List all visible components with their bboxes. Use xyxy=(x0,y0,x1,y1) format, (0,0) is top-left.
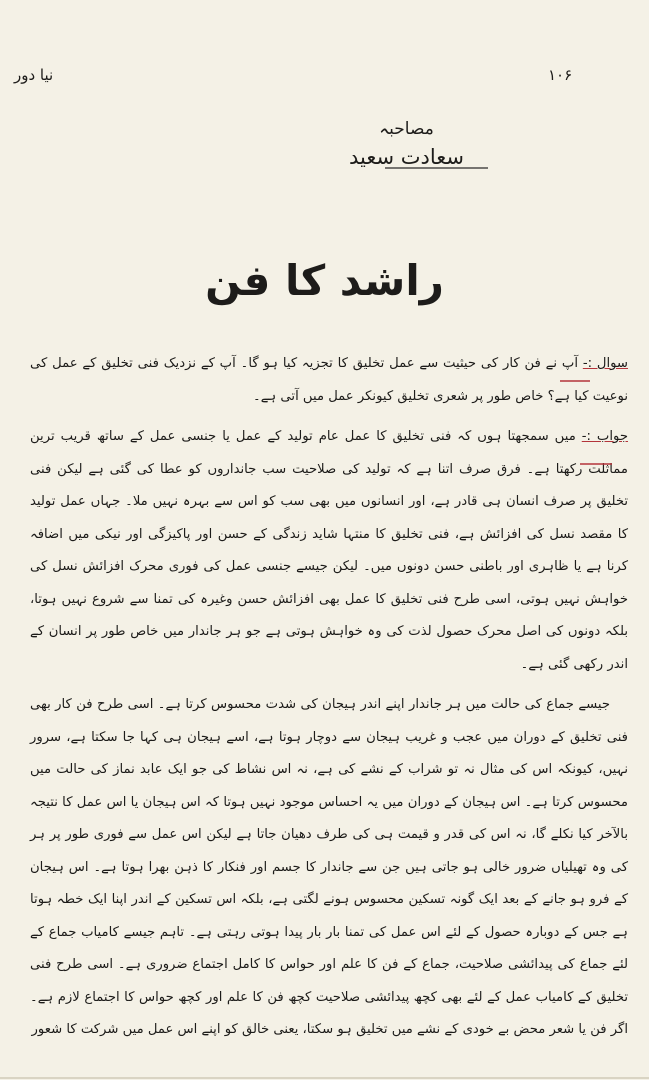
running-header-journal: نیا دور xyxy=(14,66,54,84)
interviewer-name: سعادت سعید xyxy=(348,145,464,169)
answer-paragraph xyxy=(30,421,628,681)
question-label: سوال :- xyxy=(582,356,628,371)
answer-label: جواب :- xyxy=(581,429,628,444)
question-text: آپ نے فن کار کی حیثیت سے عمل تخلیق کا تجزیہ کیا ہو گا۔ آپ کے نزدیک فنی تخلیق کے عمل کی نوعیت کیا ہے؟ خاص طور پر شعری تخلیق کیونکر عمل میں آتی ہے۔ xyxy=(30,356,628,404)
interview-role-label: مصاحبہ xyxy=(379,119,434,139)
answer-text: میں سمجھتا ہوں کہ فنی تخلیق کا عمل عام تولید کے عمل یا جنسی عمل کے ساتھ قریب ترین مماثلت رکھتا ہے۔ فرق صرف اتنا ہے کہ تولید کی صلاحیت سب جانداروں کو عطا کی گئی ہے لیکن فنی تخلیق پر صرف انسان ہی قادر ہے، اور انسانوں میں بھی سب کو اس سے بہرہ نہیں ملا۔ جہاں عمل تولید کا مقصد نسل کی افزائش ہے، فنی تخلیق کا منتہا شاید زندگی کے حسن اور پاکیزگی اور نیکی میں اضافہ کرنا ہے یا ظاہری اور باطنی حسن دونوں میں۔ لیکن جیسے جنسی عمل کی فوری محرک افزائش نسل کی خواہش نہیں ہوتی، اسی طرح فنی تخلیق کا عمل بھی افزائش حسن وغیرہ کی تمنا سے شروع نہیں ہوتا، بلکہ دونوں کی اصل محرک حصول لذت کی وہ خواہش ہوتی ہے جو ہر جاندار میں خاص طور پر انسان کے اندر رکھی گئی ہے۔ xyxy=(30,429,628,672)
interviewer-block xyxy=(349,118,464,169)
article-title: راشد کا فن xyxy=(205,256,444,305)
page-number: ۱۰۶ xyxy=(548,66,573,84)
article-body xyxy=(30,348,628,1055)
body-paragraph-2: جیسے جماع کی حالت میں ہر جاندار اپنے اندر ہیجان کی شدت محسوس کرتا ہے۔ اسی طرح فن کار بھی فنی تخلیق کے دوران میں عجب و غریب ہیجان سے دوچار ہوتا ہے، اسے ہیجان ہی کہا جا سکتا ہے، سرور نہیں، کیونکہ اس کی مثال نہ تو شراب کے نشے کی ہے، نہ اس نشاط کی جو ایک عابد نماز کی حالت میں محسوس کرتا ہے۔ اس ہیجان کے دوران میں یہ احساس موجود نہیں ہوتا کہ اس ہیجان یا اس عمل کا نتیجہ بالآخر کیا نکلے گا، نہ اس کی قدر و قیمت ہی کی طرف دھیان جاتا ہے لیکن اس عمل سے فوری طور پر ہر کی وہ تھیلیاں ضرور خالی ہو جاتی ہیں جن سے جاندار کا جسم اور فنکار کا ذہن بھرا ہوتا ہے۔ اس ہیجان کے فرو ہو جانے کے بعد ایک گونہ تسکین محسوس ہونے لگتی ہے، بلکہ اس تسکین کے اندر اپنا ایک خطہ ہوتا ہے جس کے دوبارہ حصول کے لئے اس عمل کی تمنا بار بار پیدا ہوتی رہتی ہے۔ تاہم جیسے کامیاب جماع کے لئے جماع کی پیدائشی صلاحیت، جماع کے فن کا علم اور حواس کا کامل اجتماع ضروری ہے۔ اسی طرح فنی تخلیق کے کامیاب عمل کے لئے بھی کچھ پیدائشی صلاحیت کچھ فن کا علم اور کچھ حواس کا اجتماع لازم ہے۔ اگر فن یا شعر محض بے خودی کے نشے میں تخلیق ہو سکتا، یعنی خالق کو اپنے اس عمل میں شرکت کا شعور xyxy=(30,697,628,1037)
question-paragraph xyxy=(30,348,628,413)
